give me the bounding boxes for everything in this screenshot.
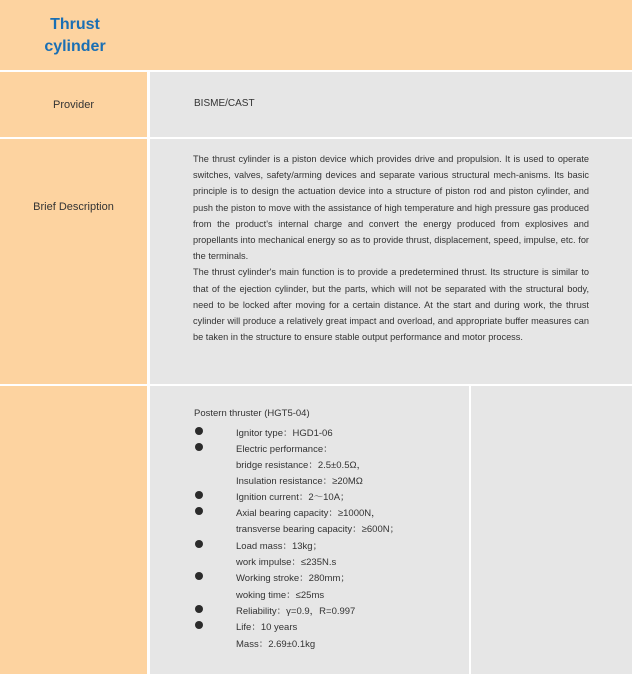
spec-work-impulse: work impulse：≤235N.s	[236, 557, 337, 568]
bullet-icon	[195, 605, 203, 613]
spec-transverse-bearing: transverse bearing capacity：≥600N；	[236, 524, 400, 535]
title-row	[0, 0, 632, 70]
spec-reliability: Reliability：γ=0.9，R=0.997	[236, 606, 356, 617]
brief-value-cell	[150, 139, 632, 384]
provider-label: Provider	[53, 98, 94, 111]
brief-paragraph-2: The thrust cylinder's main function is to provide a predetermined thrust. Its structure is similar to that of the ejection cylinder, but the parts, which will not be separated with the structural body, need to be locked after moving for a certain distance. At the start and during work, the thrust cylinder will produce a relatively great impact and overload, and appropriate buffer measures can be taken in the structure to ensure stable output performance and motor process.	[193, 267, 589, 343]
spec-ignitor-type: Ignitor type：HGD1-06	[236, 428, 333, 439]
spec-bridge-resistance: bridge resistance：2.5±0.5Ω，	[236, 460, 367, 471]
spec-working-time: woking time：≤25ms	[236, 590, 325, 601]
brief-label-cell	[0, 139, 147, 384]
spec-mass: Mass：2.69±0.1kg	[236, 639, 316, 650]
bullet-icon	[195, 443, 203, 451]
bullet-icon	[195, 491, 203, 499]
product-title	[40, 14, 110, 58]
spec-electric-performance: Electric performance：	[236, 444, 333, 455]
provider-label-cell	[0, 72, 147, 137]
spec-insulation-resistance: Insulation resistance：≥20MΩ	[236, 476, 363, 487]
product-title-line2: cylinder	[44, 38, 106, 55]
spec-load-mass: Load mass：13kg；	[236, 541, 323, 552]
specs-column-divider	[469, 386, 471, 674]
brief-label: Brief Description	[33, 201, 114, 213]
brief-description	[193, 151, 589, 345]
specs-label-cell	[0, 386, 147, 674]
bullet-icon	[195, 507, 203, 515]
bullet-icon	[195, 621, 203, 629]
provider-value: BISME/CAST	[194, 98, 255, 109]
spec-working-stroke: Working stroke：280mm；	[236, 573, 350, 584]
product-title-line1: Thrust	[50, 16, 100, 33]
specs-value-cell	[150, 386, 632, 674]
specs-heading: Postern thruster (HGT5-04)	[194, 408, 310, 419]
provider-value-cell	[150, 72, 632, 137]
spec-life: Life：10 years	[236, 622, 298, 633]
bullet-icon	[195, 540, 203, 548]
spec-axial-bearing: Axial bearing capacity：≥1000N，	[236, 508, 381, 519]
brief-paragraph-1: The thrust cylinder is a piston device which provides drive and propulsion. It is used to operate switches, valves, safety/arming devices and separate various structural mech-anisms. Its basic principle is to design the actuation device into a structure of piston rod and piston cylinder, and push the piston to move with the assistance of high temperature and high pressure gas produced from the product's internal charge and convert the energy produced from explosives and propellants into mechanical energy so as to provide thrust, displacement, speed, impulse, etc. for the terminals.	[193, 154, 589, 262]
bullet-icon	[195, 572, 203, 580]
bullet-icon	[195, 427, 203, 435]
spec-ignition-current: Ignition current：2～10A；	[236, 492, 350, 503]
